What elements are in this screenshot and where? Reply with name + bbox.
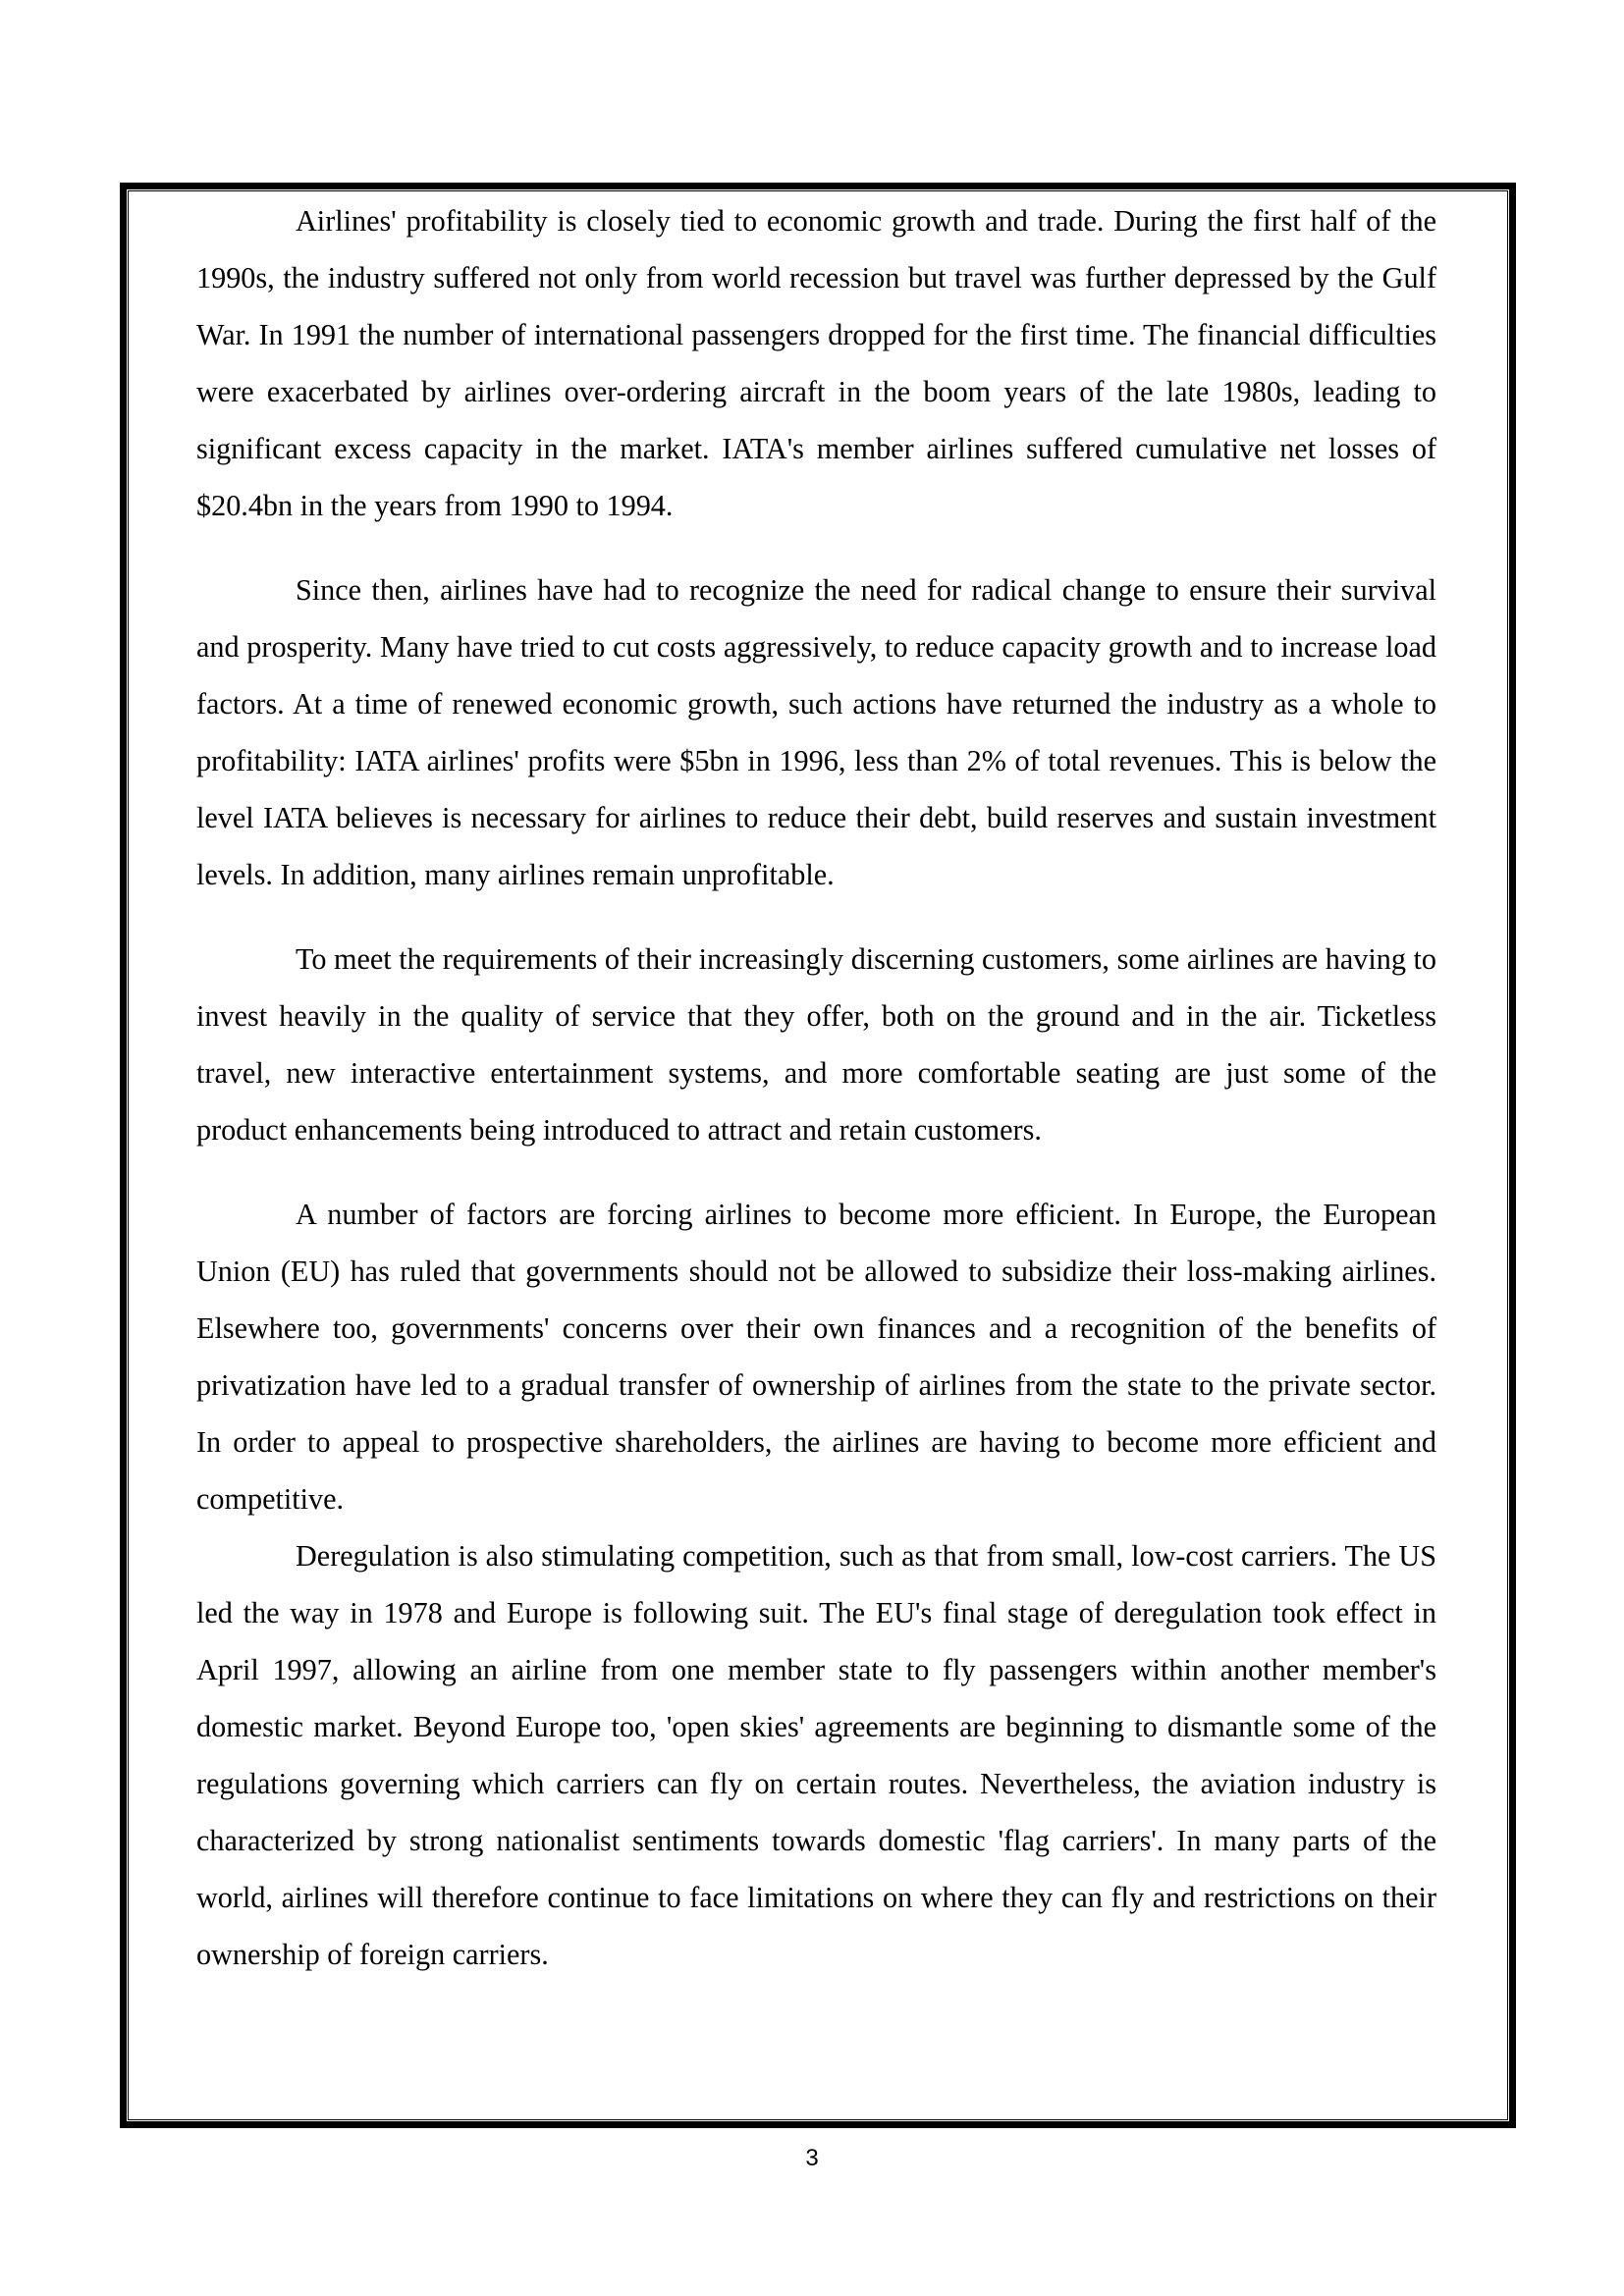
page-number: 3: [805, 2145, 819, 2171]
paragraph-profitability: Airlines' profitability is closely tied to economic growth and trade. During the first half of the 1990s, the industry suffered not only from world recession but travel was further depressed by the Gulf War. In 1991 the number of international passengers dropped for the first time. The financial difficulties were exacerbated by airlines over-ordering aircraft in the boom years of the late 1980s, leading to significant excess capacity in the market. IATA's member airlines suffered cumulative net losses of $20.4bn in the years from 1990 to 1994.: [196, 204, 1436, 522]
paragraph-radical-change: Since then, airlines have had to recognize the need for radical change to ensure their survival and prosperity. Many have tried to cut costs aggressively, to reduce capacity growth and to increase load factors. At a time of renewed economic growth, such actions have returned the industry as a whole to profitability: IATA airlines' profits were $5bn in 1996, less than 2% of total revenues. This is below the level IATA believes is necessary for airlines to reduce their debt, build reserves and sustain investment levels. In addition, many airlines remain unprofitable.: [196, 573, 1436, 891]
document-body: [196, 192, 1436, 1983]
paragraph-service-quality: To meet the requirements of their increasingly discerning customers, some airlines are having to invest heavily in the quality of service that they offer, both on the ground and in the air. Ticketless travel, new interactive entertainment systems, and more comfortable seating are just some of the product enhancements being introduced to attract and retain customers.: [196, 942, 1436, 1147]
paragraph-efficiency: A number of factors are forcing airlines to become more efficient. In Europe, the European Union (EU) has ruled that governments should not be allowed to subsidize their loss-making airlines. Elsewhere too, governments' concerns over their own finances and a recognition of the benefits of privatization have led to a gradual transfer of ownership of airlines from the state to the private sector. In order to appeal to prospective shareholders, the airlines are having to become more efficient and competitive.: [196, 1198, 1436, 1516]
paragraph-deregulation: Deregulation is also stimulating competition, such as that from small, low-cost carriers. The US led the way in 1978 and Europe is following suit. The EU's final stage of deregulation took effect in April 1997, allowing an airline from one member state to fly passengers within another member's domestic market. Beyond Europe too, 'open skies' agreements are beginning to dismantle some of the regulations governing which carriers can fly on certain routes. Nevertheless, the aviation industry is characterized by strong nationalist sentiments towards domestic 'flag carriers'. In many parts of the world, airlines will therefore continue to face limitations on where they can fly and restrictions on their ownership of foreign carriers.: [196, 1539, 1436, 1971]
